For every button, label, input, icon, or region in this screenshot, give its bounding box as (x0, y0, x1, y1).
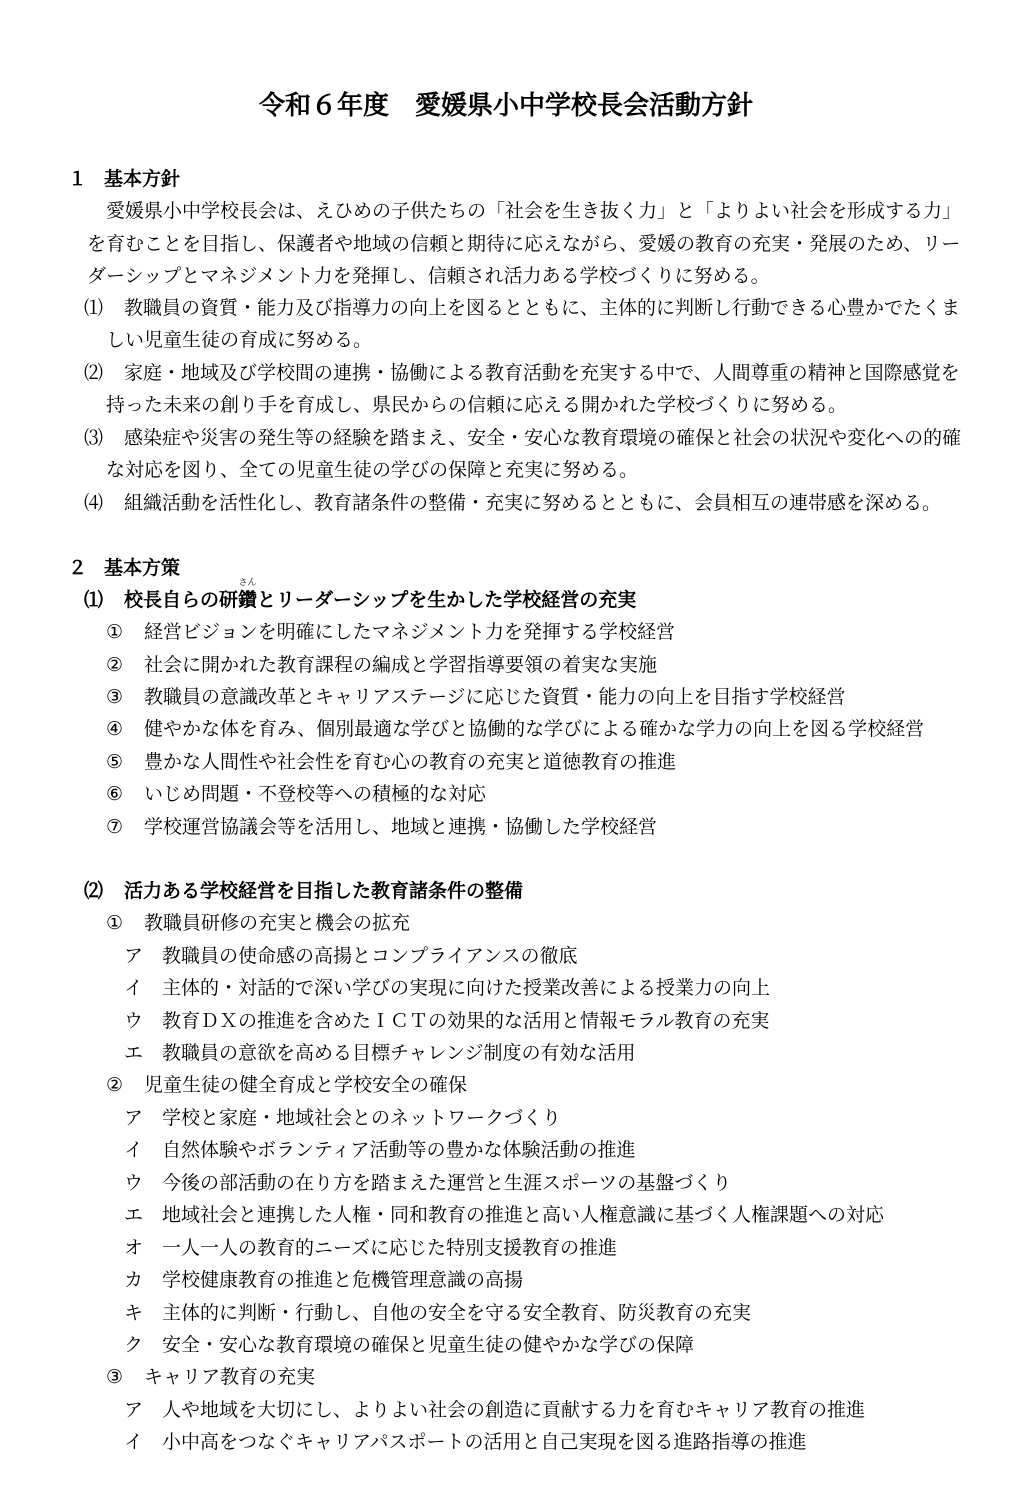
condition-item-number: エ (124, 1204, 144, 1226)
section-1-title: 基本方針 (104, 168, 181, 190)
condition-item-text: 小中高をつなぐキャリアパスポートの活用と自己実現を図る進路指導の推進 (162, 1431, 807, 1453)
strategy-item-text: いじめ問題・不登校等への積極的な対応 (144, 783, 487, 805)
section-2-title: 基本方策 (104, 557, 181, 579)
condition-item-number: ア (124, 1399, 144, 1421)
section-1-number: １ (68, 168, 88, 190)
condition-item (124, 975, 770, 1001)
condition-item-text: 学校健康教育の推進と危機管理意識の高揚 (162, 1269, 524, 1291)
condition-item-number: ア (124, 945, 144, 967)
condition-item (124, 1429, 806, 1455)
condition-item-number: ウ (124, 1010, 144, 1032)
subsection-1-title-pre: 校長自らの研 (124, 589, 239, 611)
condition-item (124, 1300, 751, 1326)
section-1-intro-line-3: ダーシップとマネジメント力を発揮し、信頼され活力ある学校づくりに努める。 (87, 265, 770, 287)
condition-item-text: 地域社会と連携した人権・同和教育の推進と高い人権意識に基づく人権課題への対応 (162, 1204, 885, 1226)
condition-group-text: 教職員研修の充実と機会の拡充 (144, 912, 411, 934)
strategy-item-number: ④ (106, 718, 124, 740)
condition-item-text: 教育ＤＸの推進を含めたＩＣＴの効果的な活用と情報モラル教育の充実 (162, 1010, 770, 1032)
condition-item (124, 1202, 884, 1228)
policy-item-3-cont: な対応を図り、全ての児童生徒の学びの保障と充実に努める。 (106, 459, 639, 481)
condition-group-number: ② (106, 1074, 124, 1096)
strategy-item-number: ② (106, 654, 124, 676)
condition-item (124, 1397, 865, 1423)
condition-item-text: 主体的に判断・行動し、自他の安全を守る安全教育、防災教育の充実 (162, 1302, 752, 1324)
policy-item-4 (84, 490, 941, 516)
condition-item (124, 1267, 523, 1293)
strategy-item-6 (106, 781, 486, 807)
strategy-item-5 (106, 749, 676, 775)
condition-item (124, 1332, 694, 1358)
condition-group-text: 児童生徒の健全育成と学校安全の確保 (144, 1074, 468, 1096)
condition-item-number: イ (124, 1139, 144, 1161)
condition-item-text: 安全・安心な教育環境の確保と児童生徒の健やかな学びの保障 (162, 1334, 695, 1356)
subsection-1-heading (84, 578, 637, 613)
condition-item-number: ク (124, 1334, 144, 1356)
strategy-item-number: ③ (106, 686, 124, 708)
section-1-intro-line-1: 愛媛県小中学校長会は、えひめの子供たちの「社会を生き抜く力」と「よりよい社会を形成する力」 (106, 200, 962, 222)
strategy-item-text: 経営ビジョンを明確にしたマネジメント力を発揮する学校経営 (144, 621, 676, 643)
condition-group-1 (106, 910, 410, 936)
condition-item-number: オ (124, 1237, 144, 1259)
condition-item-number: エ (124, 1042, 144, 1064)
strategy-item-1 (106, 619, 675, 645)
ruby-base: 鑽 (238, 589, 258, 611)
condition-group-2 (106, 1072, 467, 1098)
policy-item-number: ⑴ (84, 297, 104, 319)
condition-item (124, 1040, 635, 1066)
condition-item (124, 1105, 561, 1131)
condition-item-text: 今後の部活動の在り方を踏まえた運営と生涯スポーツの基盤づくり (162, 1172, 732, 1194)
condition-item (124, 1170, 731, 1196)
condition-item-text: 一人一人の教育的ニーズに応じた特別支援教育の推進 (162, 1237, 618, 1259)
strategy-item-text: 社会に開かれた教育課程の編成と学習指導要領の着実な実施 (144, 654, 658, 676)
strategy-item-text: 学校運営協議会等を活用し、地域と連携・協働した学校経営 (144, 816, 658, 838)
subsection-2-number: ⑵ (84, 880, 104, 902)
condition-item-number: ウ (124, 1172, 144, 1194)
section-2-number: ２ (68, 557, 88, 579)
condition-group-number: ① (106, 912, 124, 934)
policy-item-text: 組織活動を活性化し、教育諸条件の整備・充実に努めるとともに、会員相互の連帯感を深める。 (124, 492, 942, 514)
policy-item-2-cont: 持った未来の創り手を育成し、県民からの信頼に応える開かれた学校づくりに努める。 (106, 394, 848, 416)
policy-item-number: ⑷ (84, 492, 104, 514)
condition-item-number: ア (124, 1107, 144, 1129)
condition-item (124, 943, 578, 969)
condition-item-number: イ (124, 1431, 144, 1453)
ruby-reading: さん (238, 578, 257, 588)
strategy-item-7 (106, 814, 657, 840)
section-1-heading (68, 166, 180, 192)
condition-item-text: 人や地域を大切にし、よりよい社会の創造に貢献する力を育むキャリア教育の推進 (162, 1399, 866, 1421)
page-title: 令和６年度 愛媛県小中学校長会活動方針 (258, 91, 753, 121)
condition-group-text: キャリア教育の充実 (144, 1366, 316, 1388)
strategy-item-number: ⑤ (106, 751, 124, 773)
strategy-item-text: 教職員の意識改革とキャリアステージに応じた資質・能力の向上を目指す学校経営 (144, 686, 846, 708)
ruby-annotated-char (238, 578, 258, 613)
subsection-2-title: 活力ある学校経営を目指した教育諸条件の整備 (124, 880, 524, 902)
policy-item-number: ⑵ (84, 362, 104, 384)
condition-group-number: ③ (106, 1366, 124, 1388)
policy-item-text: 家庭・地域及び学校間の連携・協働による教育活動を充実する中で、人間尊重の精神と国際感覚を (124, 362, 960, 384)
condition-item-number: カ (124, 1269, 144, 1291)
policy-item-3 (84, 425, 961, 451)
strategy-item-3 (106, 684, 845, 710)
condition-item-text: 学校と家庭・地域社会とのネットワークづくり (162, 1107, 562, 1129)
subsection-1-title-post: とリーダーシップを生かした学校経営の充実 (257, 589, 637, 611)
strategy-item-number: ⑥ (106, 783, 124, 805)
policy-item-2 (84, 360, 960, 386)
policy-item-text: 教職員の資質・能力及び指導力の向上を図るとともに、主体的に判断し行動できる心豊かでたくま (124, 297, 961, 319)
subsection-1-number: ⑴ (84, 589, 104, 611)
strategy-item-text: 健やかな体を育み、個別最適な学びと協働的な学びによる確かな学力の向上を図る学校経営 (144, 718, 925, 740)
section-1-intro-line-2: を育むことを目指し、保護者や地域の信頼と期待に応えながら、愛媛の教育の充実・発展のため、リー (87, 233, 961, 255)
condition-item-text: 教職員の使命感の高揚とコンプライアンスの徹底 (162, 945, 578, 967)
policy-item-number: ⑶ (84, 427, 104, 449)
condition-item-text: 教職員の意欲を高める目標チャレンジ制度の有効な活用 (162, 1042, 636, 1064)
condition-item (124, 1137, 635, 1163)
policy-item-text: 感染症や災害の発生等の経験を踏まえ、安全・安心な教育環境の確保と社会の状況や変化への的確 (124, 427, 962, 449)
condition-item-text: 自然体験やボランティア活動等の豊かな体験活動の推進 (162, 1139, 636, 1161)
condition-item (124, 1008, 769, 1034)
condition-item-number: キ (124, 1302, 144, 1324)
section-2-heading (68, 555, 180, 581)
policy-item-1-cont: しい児童生徒の育成に努める。 (106, 329, 373, 351)
subsection-2-heading (84, 878, 523, 904)
strategy-item-4 (106, 716, 924, 742)
strategy-item-2 (106, 652, 657, 678)
condition-group-3 (106, 1364, 315, 1390)
condition-item-number: イ (124, 977, 144, 999)
strategy-item-number: ① (106, 621, 124, 643)
condition-item-text: 主体的・対話的で深い学びの実現に向けた授業改善による授業力の向上 (162, 977, 771, 999)
strategy-item-number: ⑦ (106, 816, 124, 838)
strategy-item-text: 豊かな人間性や社会性を育む心の教育の充実と道徳教育の推進 (144, 751, 677, 773)
policy-item-1 (84, 295, 960, 321)
condition-item (124, 1235, 617, 1261)
